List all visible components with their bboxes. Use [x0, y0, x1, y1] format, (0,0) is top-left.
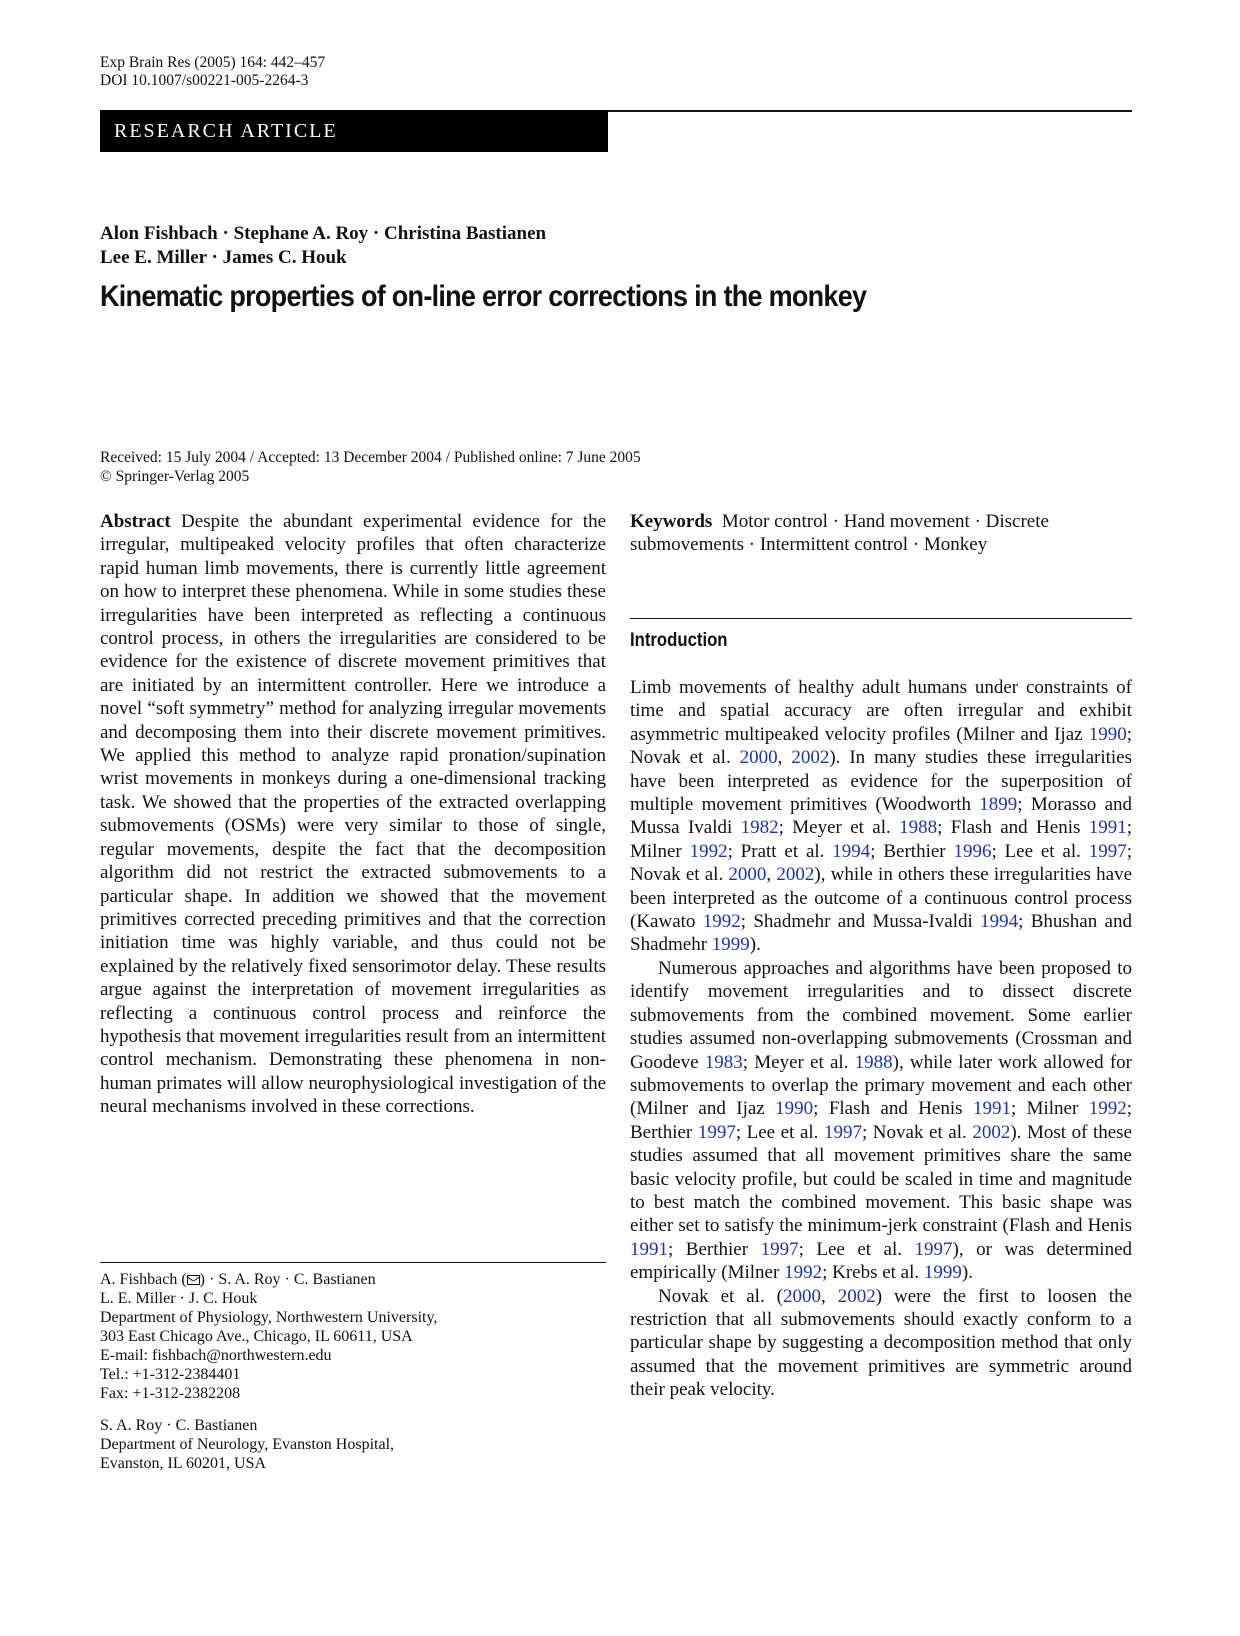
citation-link[interactable]: 1992 [1088, 1098, 1127, 1120]
publication-dates [100, 448, 641, 486]
citation-link[interactable]: 2000 [739, 747, 778, 769]
intro-paragraph-1 [630, 676, 1132, 957]
paragraph-text: Limb movements of healthy adult humans under constraints of time and spatial accuracy are often irregular and exhibit asymmetric multipeaked velocity profiles (Milner and Ijaz [630, 677, 1132, 745]
paragraph-text: ). In many studies these irregularities have been interpreted as evidence for the superposition of multiple movement primitives (Woodworth [630, 747, 1133, 816]
paragraph-text: ; Lee et al. [991, 840, 1089, 862]
affiliation-text: ) · S. A. Roy · C. Bastianen [199, 1271, 376, 1288]
citation-link[interactable]: 1991 [630, 1238, 668, 1260]
citation-link[interactable]: 2000 [783, 1285, 821, 1307]
section-rule [630, 618, 1132, 619]
paragraph-text: ), while later work allowed for submovements to overlap the primary movement and each other (Milner and Ijaz [630, 1051, 1132, 1120]
paragraph-text: ). [961, 1262, 973, 1284]
paragraph-text: ; Flash and Henis [813, 1098, 973, 1120]
keywords-text: Motor control · Hand movement · Discrete submovements · Intermittent control · Monkey [630, 511, 1049, 556]
paragraph-text: ; Meyer et al. [742, 1051, 855, 1073]
citation-link[interactable]: 1997 [914, 1238, 953, 1260]
intro-paragraph-3 [630, 1285, 1132, 1402]
affiliation-line: L. E. Miller · J. C. Houk [100, 1290, 258, 1307]
paragraph-text: ), or was determined empirically (Milner [630, 1238, 1132, 1284]
paragraph-text: ; Novak et al. [630, 840, 1133, 886]
dates-line: Received: 15 July 2004 / Accepted: 13 December 2004 / Published online: 7 June 2005 [100, 449, 641, 466]
paragraph-text: ). [749, 934, 761, 956]
citation-link[interactable]: 1982 [740, 817, 779, 839]
abstract-paragraph [100, 510, 606, 1119]
paragraph-text: , [766, 864, 777, 886]
citation-link[interactable]: 1999 [923, 1262, 962, 1284]
keywords-section [630, 510, 1132, 557]
abstract-label: Abstract [100, 511, 171, 532]
citation-link[interactable]: 2000 [728, 864, 767, 886]
citation-link[interactable]: 1996 [953, 840, 992, 862]
citation-link[interactable]: 1992 [689, 840, 728, 862]
introduction-body [630, 676, 1132, 1402]
affiliation-line: Department of Neurology, Evanston Hospital, [100, 1436, 395, 1453]
paragraph-text: , [821, 1285, 838, 1307]
introduction-heading: Introduction [630, 630, 728, 651]
correspondence-authors [100, 1270, 437, 1289]
citation-link[interactable]: 1988 [854, 1051, 893, 1073]
citation-link[interactable]: 1997 [697, 1121, 736, 1143]
paragraph-text: ; Berthier [870, 840, 954, 862]
paragraph-text: ; Berthier [630, 1098, 1132, 1143]
email-line: E-mail: fishbach@northwestern.edu [100, 1347, 332, 1364]
citation-link[interactable]: 2002 [972, 1121, 1011, 1143]
citation-link[interactable]: 1994 [832, 840, 871, 862]
citation-link[interactable]: 1988 [899, 817, 938, 839]
citation-link[interactable]: 2002 [791, 747, 830, 769]
citation-link[interactable]: 1992 [702, 911, 741, 933]
affiliation-line: Department of Physiology, Northwestern University, [100, 1309, 438, 1326]
affiliation-line: 303 East Chicago Ave., Chicago, IL 60611, USA [100, 1328, 413, 1345]
journal-citation: Exp Brain Res (2005) 164: 442–457 [100, 54, 326, 71]
paragraph-text: ; Novak et al. [630, 723, 1132, 769]
paragraph-text: ; Milner [1010, 1098, 1089, 1120]
phone-line: Tel.: +1-312-2384401 [100, 1366, 241, 1383]
paragraph-text: ; Berthier [668, 1238, 761, 1260]
author-list [100, 222, 546, 270]
paragraph-text: ; Lee et al. [798, 1238, 915, 1260]
paragraph-text: Numerous approaches and algorithms have been proposed to identify movement irregularities and to dissect discrete submovements from the combined movement. Some earlier studies assumed non-overlapping submovements (Crossman and Goodeve [630, 957, 1132, 1073]
paragraph-text: ; Bhushan and Shadmehr [630, 911, 1132, 956]
citation-link[interactable]: 1991 [1088, 817, 1127, 839]
paragraph-text: ; Lee et al. [735, 1121, 824, 1143]
journal-info [100, 54, 325, 90]
citation-link[interactable]: 2002 [837, 1285, 876, 1307]
authors-line-1: Alon Fishbach · Stephane A. Roy · Christina Bastianen [100, 223, 547, 244]
paragraph-text: ; Meyer et al. [778, 817, 900, 839]
paragraph-text: ; Krebs et al. [822, 1262, 924, 1284]
paragraph-text: ), while in others these irregularities have been interpreted as the outcome of a continuous control process (Kawato [630, 864, 1133, 933]
affiliations [100, 1270, 437, 1473]
paragraph-text: ; Flash and Henis [937, 817, 1089, 839]
authors-line-2: Lee E. Miller · James C. Houk [100, 247, 347, 268]
intro-paragraph-2 [630, 957, 1132, 1285]
citation-link[interactable]: 1992 [784, 1262, 823, 1284]
envelope-icon [187, 1275, 200, 1285]
citation-link[interactable]: 2002 [776, 864, 815, 886]
paragraph-text: ; Shadmehr and Mussa-Ivaldi [740, 911, 981, 933]
article-type-banner: RESEARCH ARTICLE [100, 110, 608, 152]
paragraph-text: ; Morasso and Mussa Ivaldi [630, 794, 1132, 839]
abstract-section [100, 510, 606, 1119]
article-title: Kinematic properties of on-line error corrections in the monkey [100, 280, 867, 313]
citation-link[interactable]: 1997 [760, 1238, 799, 1260]
copyright-line: © Springer-Verlag 2005 [100, 468, 250, 485]
paragraph-text: ; Novak et al. [861, 1121, 973, 1143]
paragraph-text: ) were the first to loosen the restriction that all submovements should exactly conform to a particular shape by suggesting a decomposition method that only assumed that the movement primitives are symmetric around their peak velocity. [630, 1285, 1133, 1401]
affiliation-rule [100, 1262, 606, 1263]
keywords-label: Keywords [630, 511, 713, 532]
citation-link[interactable]: 1990 [1088, 723, 1127, 745]
paragraph-text: ; Pratt et al. [727, 840, 833, 862]
affiliation-text: A. Fishbach ( [100, 1271, 187, 1288]
affiliation-line: Evanston, IL 60201, USA [100, 1455, 267, 1472]
paragraph-text: ). Most of these studies assumed that all movement primitives share the same basic velocity profile, but could be scaled in time and magnitude to best match the combined movement. This basic shape was either set to satisfy the minimum-jerk constraint (Flash and Henis [630, 1121, 1132, 1237]
citation-link[interactable]: 1999 [711, 934, 750, 956]
abstract-text: Despite the abundant experimental evidence for the irregular, multipeaked velocity profiles that often characterize rapid human limb movements, there is currently little agreement on how to interpret these phenomena. While in some studies these irregularities have been interpreted as reflecting a continuous control process, in others the irregularities are considered to be evidence for the existence of discrete movement primitives that are initiated by an intermittent controller. Here we introduce a novel “soft symmetry” method for analyzing irregular movements and decomposing them into their discrete movement primitives. We applied this method to analyze rapid pronation/supination wrist movements in monkeys during a one-dimensional tracking task. We showed that the properties of the extracted overlapping submovements (OSMs) were very similar to those of single, regular movements, despite the fact that the decomposition algorithm did not restrict the extracted submovements to a particular shape. In addition we showed that the movement primitives corrected preceding primitives and that the correction initiation time was highly variable, and thus could not be explained by the relatively fixed sensorimotor delay. These results argue against the interpretation of movement irregularities as reflecting a continuous control process and reinforce the hypothesis that movement irregularities result from an intermittent control mechanism. Demonstrating these phenomena in non-human primates will allow neurophysiological investigation of the neural mechanisms involved in these corrections. [100, 511, 607, 1118]
citation-link[interactable]: 1899 [979, 794, 1018, 816]
citation-link[interactable]: 1994 [980, 911, 1019, 933]
citation-link[interactable]: 1983 [704, 1051, 743, 1073]
paragraph-text: Novak et al. ( [658, 1285, 783, 1307]
keywords-paragraph [630, 510, 1132, 557]
citation-link[interactable]: 1991 [972, 1098, 1011, 1120]
citation-link[interactable]: 1997 [823, 1121, 862, 1143]
citation-link[interactable]: 1997 [1088, 840, 1127, 862]
doi: DOI 10.1007/s00221-005-2264-3 [100, 72, 309, 89]
fax-line: Fax: +1-312-2382208 [100, 1385, 241, 1402]
affiliation-line: S. A. Roy · C. Bastianen [100, 1417, 258, 1434]
citation-link[interactable]: 1990 [775, 1098, 814, 1120]
paragraph-text: , [777, 747, 792, 769]
paragraph-text: ; Milner [630, 817, 1132, 862]
